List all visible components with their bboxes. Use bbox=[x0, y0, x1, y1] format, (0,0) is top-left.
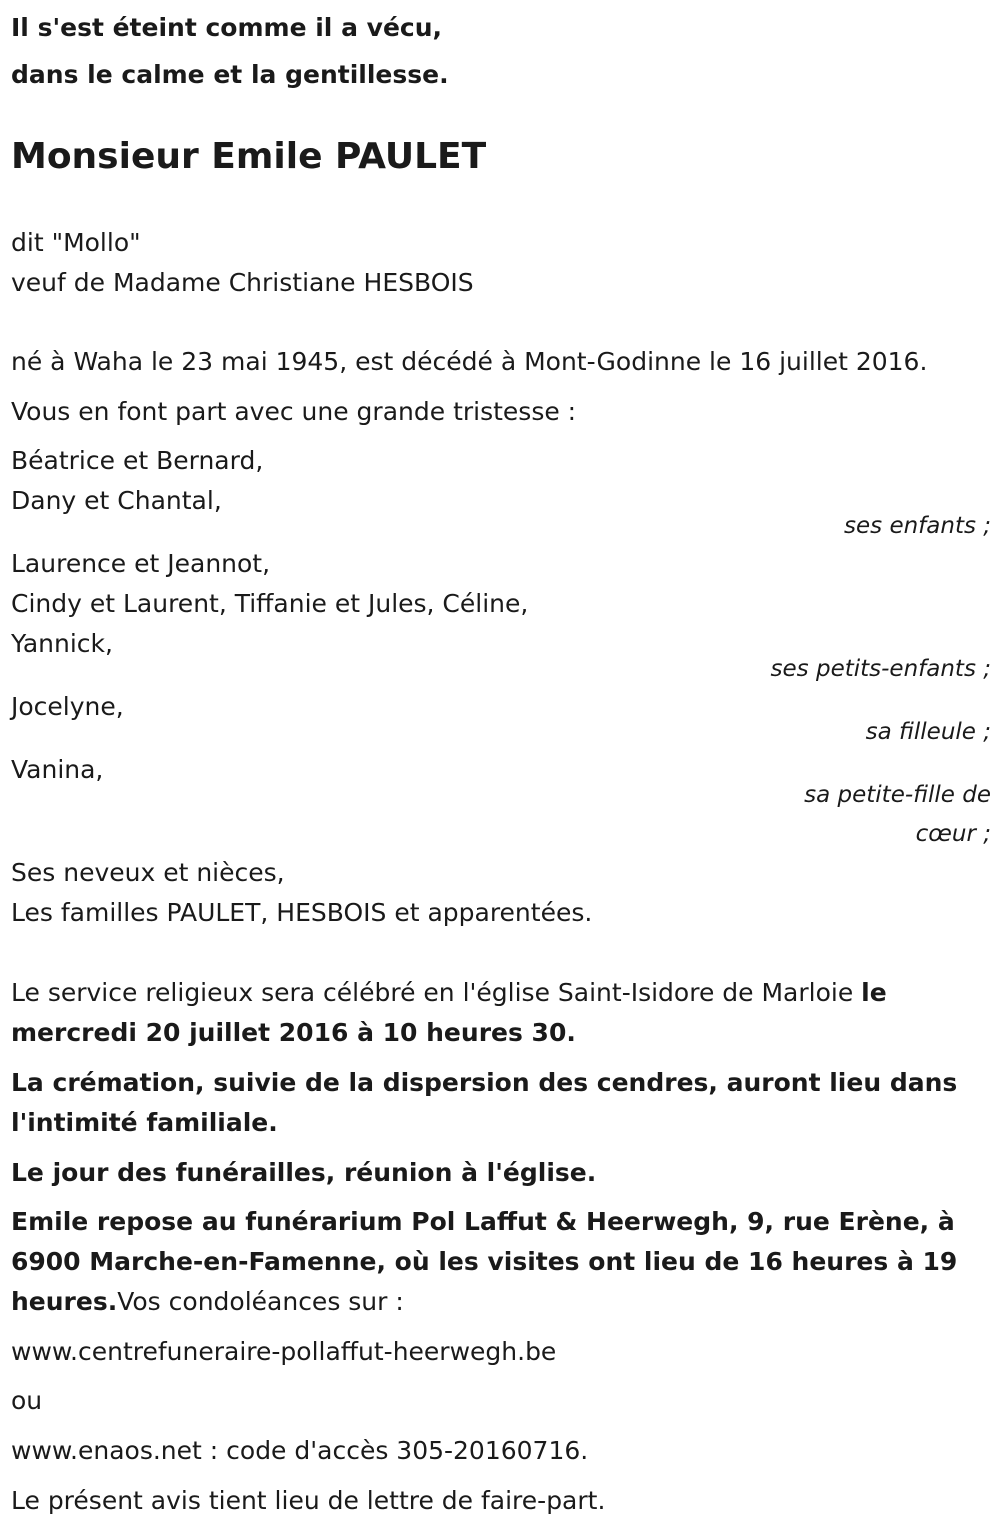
others-line-1: Ses neveux et nièces, bbox=[11, 858, 285, 887]
announce-line: Vous en font part avec une grande tristesse : bbox=[11, 397, 577, 426]
funeral-home-hours: heures. bbox=[11, 1287, 118, 1316]
epigraph-line-1: Il s'est éteint comme il a vécu, bbox=[11, 13, 443, 42]
goddaughter-role: sa filleule ; bbox=[865, 719, 991, 745]
service-text: Le service religieux sera célébré en l'église Saint-Isidore de Marloie bbox=[11, 978, 862, 1007]
cremation-line-2: l'intimité familiale. bbox=[11, 1108, 278, 1137]
condolence-site-1: www.centrefuneraire-pollaffut-heerwegh.be bbox=[11, 1337, 557, 1366]
cremation-line-1: La crémation, suivie de la dispersion des cendres, auront lieu dans bbox=[11, 1068, 958, 1097]
grandchildren-line-1: Laurence et Jeannot, bbox=[11, 549, 271, 578]
service-line-1 bbox=[11, 978, 887, 1008]
funeral-home-line-3 bbox=[11, 1287, 404, 1317]
condolence-site-2: www.enaos.net : code d'accès 305-20160716. bbox=[11, 1436, 589, 1465]
children-line-1: Béatrice et Bernard, bbox=[11, 446, 264, 475]
nickname: dit "Mollo" bbox=[11, 228, 141, 257]
funeral-home-line-1: Emile repose au funérarium Pol Laffut & Heerwegh, 9, rue Erène, à bbox=[11, 1207, 955, 1236]
goddaughter-line: Jocelyne, bbox=[11, 692, 124, 721]
heart-granddaughter-role-2: cœur ; bbox=[915, 821, 991, 847]
birth-death-line: né à Waha le 23 mai 1945, est décédé à Mont-Godinne le 16 juillet 2016. bbox=[11, 347, 928, 376]
heart-granddaughter-line: Vanina, bbox=[11, 755, 104, 784]
funeral-home-line-2: 6900 Marche-en-Famenne, où les visites ont lieu de 16 heures à 19 bbox=[11, 1247, 958, 1276]
children-role: ses enfants ; bbox=[844, 513, 991, 539]
grandchildren-role: ses petits-enfants ; bbox=[770, 656, 991, 682]
closing-line: Le présent avis tient lieu de lettre de faire-part. bbox=[11, 1486, 606, 1515]
condolence-or: ou bbox=[11, 1386, 43, 1415]
children-line-2: Dany et Chantal, bbox=[11, 486, 222, 515]
others-line-2: Les familles PAULET, HESBOIS et apparentées. bbox=[11, 898, 593, 927]
epigraph-line-2: dans le calme et la gentillesse. bbox=[11, 60, 449, 89]
service-text-bold: le bbox=[861, 978, 887, 1007]
grandchildren-line-3: Yannick, bbox=[11, 629, 113, 658]
meeting-line: Le jour des funérailles, réunion à l'église. bbox=[11, 1158, 597, 1187]
condolences-intro: Vos condoléances sur : bbox=[117, 1287, 404, 1316]
grandchildren-line-2: Cindy et Laurent, Tiffanie et Jules, Céline, bbox=[11, 589, 529, 618]
widower-line: veuf de Madame Christiane HESBOIS bbox=[11, 268, 474, 297]
deceased-name: Monsieur Emile PAULET bbox=[11, 136, 487, 177]
heart-granddaughter-role-1: sa petite-fille de bbox=[804, 782, 991, 808]
service-line-2: mercredi 20 juillet 2016 à 10 heures 30. bbox=[11, 1018, 576, 1047]
